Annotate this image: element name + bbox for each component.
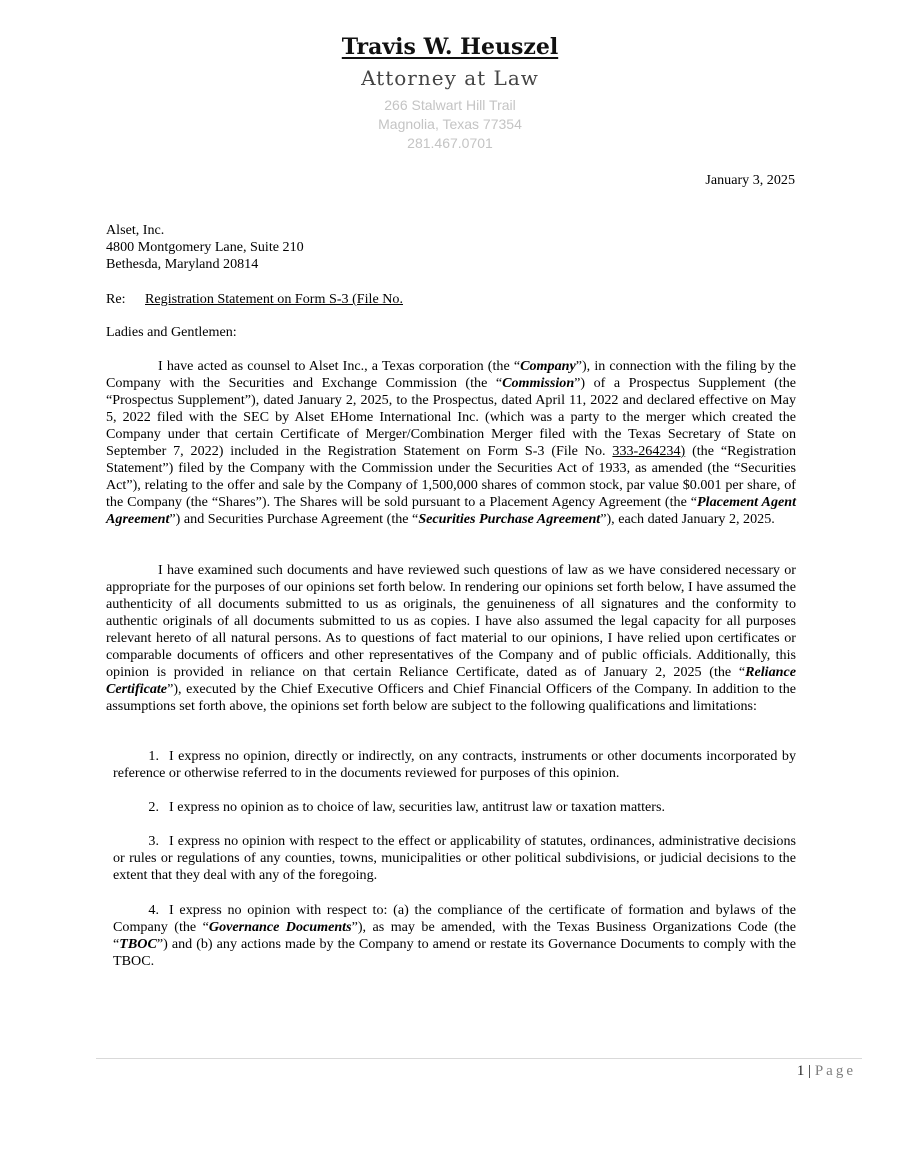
- letterhead-title: Attorney at Law: [361, 66, 539, 90]
- letterhead-name: Travis W. Heuszel: [341, 34, 559, 60]
- re-label: Re:: [106, 291, 126, 307]
- addressee-block: [106, 222, 304, 273]
- addressee-line2: 4800 Montgomery Lane, Suite 210: [106, 239, 304, 255]
- re-subject: Registration Statement on Form S-3 (File No.: [145, 291, 403, 307]
- qualification-item-2: 2. I express no opinion as to choice of law, securities law, antitrust law or taxation matters.: [148, 799, 666, 815]
- paragraph-engagement: I have acted as counsel to Alset Inc., a Texas corporation (the “Company”), in connection with the filing by the Company with the Securities and Exchange Commission (the “Commission”) of a Prospectus Supplement (the “Prospectus Supplement”), dated January 2, 2025, to the Prospectus, dated April 11, 2022 and declared effective on May 5, 2022 filed with the SEC by Alset EHome International Inc. (which was a party to the merger which created the Company under that certain Certificate of Merger/Combination Merger filed with the Texas Secretary of State on September 7, 2022) included in the Registration Statement on Form S-3 (File No. 333-264234) (the “Registration Statement”) filed by the Company with the Commission under the Securities Act of 1933, as amended (the “Securities Act”), relating to the offer and sale by the Company of 1,500,000 shares of common stock, par value $0.001 per share, of the Company (the “Shares”). The Shares will be sold pursuant to a Placement Agency Agreement (the “Placement Agent Agreement”) and Securities Purchase Agreement (the “Securities Purchase Agreement”), each dated January 2, 2025.: [106, 358, 796, 527]
- qualification-item-4: 4. I express no opinion with respect to: (a) the compliance of the certificate of formation and bylaws of the Company (the “Governance Documents”), as may be amended, with the Texas Business Organizations Code (the “TBOC”) and (b) any actions made by the Company to amend or restate its Governance Documents to comply with the TBOC.: [113, 902, 796, 969]
- letterhead-address-line1: 266 Stalwart Hill Trail: [384, 97, 516, 113]
- page-number: 1: [796, 1063, 805, 1079]
- qualification-item-3: 3. I express no opinion with respect to the effect or applicability of statutes, ordinances, administrative decisions or rules or regulations of any counties, towns, municipalities or other political subdivisions, or judicial decisions to the extent that they deal with any of the foregoing.: [113, 833, 796, 883]
- page-footer: [797, 1063, 856, 1080]
- letter-date: January 3, 2025: [705, 172, 795, 188]
- addressee-line3: Bethesda, Maryland 20814: [106, 256, 259, 272]
- footer-divider: [96, 1058, 862, 1059]
- file-number-link: 333-264234): [612, 443, 686, 459]
- salutation: Ladies and Gentlemen:: [106, 324, 237, 340]
- page-word: Page: [814, 1063, 856, 1079]
- letterhead-address-line2: Magnolia, Texas 77354: [378, 116, 522, 132]
- qualification-item-1: 1. I express no opinion, directly or indirectly, on any contracts, instruments or other documents incorporated by reference or otherwise referred to in the documents reviewed for purposes of this opinion.: [113, 748, 796, 781]
- addressee-line1: Alset, Inc.: [106, 222, 165, 238]
- paragraph-examination: I have examined such documents and have reviewed such questions of law as we have considered necessary or appropriate for the purposes of our opinions set forth below. In rendering our opinions set forth below, I have assumed the authenticity of all documents submitted to us as originals, the genuineness of all signatures and the conformity to authentic originals of all documents submitted to us as copies. I have also assumed the legal capacity for all purposes relevant hereto of all natural persons. As to questions of fact material to our opinions, I have relied upon certificates or comparable documents of officers and other representatives of the Company and of public officials. Additionally, this opinion is provided in reliance on that certain Reliance Certificate, dated as of January 2, 2025 (the “Reliance Certificate”), executed by the Chief Executive Officers and Chief Financial Officers of the Company. In addition to the assumptions set forth above, the opinions set forth below are subject to the following qualifications and limitations:: [106, 562, 796, 714]
- page-separator: |: [808, 1063, 812, 1079]
- letterhead-phone: 281.467.0701: [407, 135, 493, 151]
